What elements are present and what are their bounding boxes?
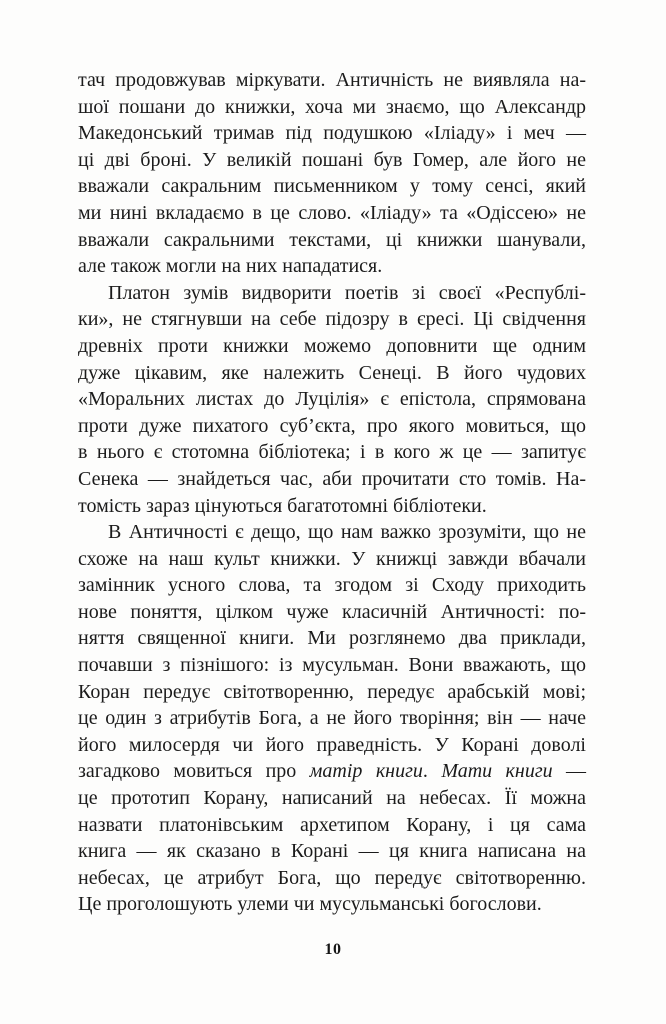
text-line	[78, 253, 586, 280]
text-segment: Сенека — знайдеться час, аби прочитати сто томів. На-	[78, 467, 586, 490]
page-number: 10	[324, 941, 342, 958]
text-segment: його милосердя чи його праведність. У Корані доволі	[78, 733, 586, 756]
text-segment: вважали сакральними текстами, ці книжки шанували,	[78, 228, 586, 251]
text-segment: але також могли на них нападатися.	[78, 255, 383, 278]
text-segment: ки», не стягнувши на себе підозру в єресі. Ці свідчення	[78, 308, 586, 331]
paragraph	[78, 280, 586, 519]
text-segment: замінник усного слова, та згодом зі Сходу приходить	[78, 574, 586, 597]
paragraph	[78, 67, 586, 280]
text-segment: ці дві броні. У великій пошані був Гомер, але його не	[78, 148, 586, 171]
text-segment: книга — як сказано в Корані — ця книга написана на	[78, 840, 586, 863]
text-line	[78, 519, 586, 546]
text-segment: няття священної книги. Ми розглянемо два приклади,	[78, 627, 586, 650]
text-line	[78, 94, 586, 121]
text-line	[78, 147, 586, 174]
text-line	[78, 891, 586, 918]
text-segment: шої пошани до книжки, хоча ми знаємо, що Александр	[78, 95, 586, 118]
text-line	[78, 705, 586, 732]
text-segment: загадково мовиться про	[78, 760, 310, 783]
text-segment: нове поняття, цілком чуже класичній Античності: по-	[78, 600, 586, 623]
text-line	[78, 812, 586, 839]
text-segment: «Моральних листах до Луцілія» є епістола, спрямована	[78, 388, 586, 411]
text-segment: томість зараз цінуються багатотомні бібліотеки.	[78, 494, 487, 517]
text-segment: Це проголошують улеми чи мусульманські богослови.	[78, 893, 542, 916]
italic-text-segment: матір книги	[309, 760, 423, 783]
text-segment: дуже цікавим, яке належить Сенеці. В його чудових	[78, 361, 586, 384]
text-line	[78, 120, 586, 147]
text-line	[78, 572, 586, 599]
text-line	[78, 413, 586, 440]
paragraph	[78, 519, 586, 918]
text-line	[78, 67, 586, 94]
text-segment: вважали сакральним письменником у тому сенсі, який	[78, 175, 586, 198]
text-segment: В Античності є дещо, що нам важко зрозуміти, що не	[108, 521, 586, 544]
text-line	[78, 732, 586, 759]
text-line	[78, 679, 586, 706]
text-segment: .	[422, 760, 442, 783]
text-block	[78, 67, 586, 918]
text-line	[78, 599, 586, 626]
text-segment: Македонський тримав під подушкою «Іліаду» і меч —	[78, 122, 586, 145]
text-line	[78, 758, 586, 785]
text-line	[78, 838, 586, 865]
text-segment: почавши з пізнішого: із мусульман. Вони вважають, що	[78, 654, 586, 677]
text-line	[78, 625, 586, 652]
text-line	[78, 360, 586, 387]
text-line	[78, 652, 586, 679]
text-line	[78, 227, 586, 254]
text-segment: це прототип Корану, написаний на небесах. Її можна	[78, 787, 586, 810]
text-line	[78, 280, 586, 307]
text-line	[78, 785, 586, 812]
text-line	[78, 173, 586, 200]
text-segment: Платон зумів видворити поетів зі своєї «Республі-	[108, 281, 586, 304]
text-segment: це один з атрибутів Бога, а не його творіння; він — наче	[78, 707, 586, 730]
text-line	[78, 493, 586, 520]
text-segment: ми нині вкладаємо в це слово. «Іліаду» та «Одіссею» не	[78, 201, 586, 224]
text-line	[78, 386, 586, 413]
text-line	[78, 306, 586, 333]
italic-text-segment: Мати книги	[441, 760, 553, 783]
text-segment: древніх проти книжки можемо доповнити ще одним	[78, 334, 586, 357]
text-segment: схоже на наш культ книжки. У книжці завжди вбачали	[78, 547, 586, 570]
text-line	[78, 333, 586, 360]
text-line	[78, 439, 586, 466]
text-segment: назвати платонівським архетипом Корану, і ця сама	[78, 813, 586, 836]
text-segment: в нього є стотомна бібліотека; і в кого ж це — запитує	[78, 441, 586, 464]
text-line	[78, 466, 586, 493]
text-segment: —	[552, 760, 587, 783]
text-line	[78, 865, 586, 892]
text-segment: тач продовжував міркувати. Античність не виявляла на-	[78, 69, 586, 91]
text-segment: небесах, це атрибут Бога, що передує світотворенню.	[78, 866, 586, 889]
text-line	[78, 546, 586, 573]
text-segment: Коран передує світотворенню, передує арабській мові;	[78, 680, 586, 703]
text-segment: проти дуже пихатого суб’єкта, про якого мовиться, що	[78, 414, 586, 437]
text-line	[78, 200, 586, 227]
